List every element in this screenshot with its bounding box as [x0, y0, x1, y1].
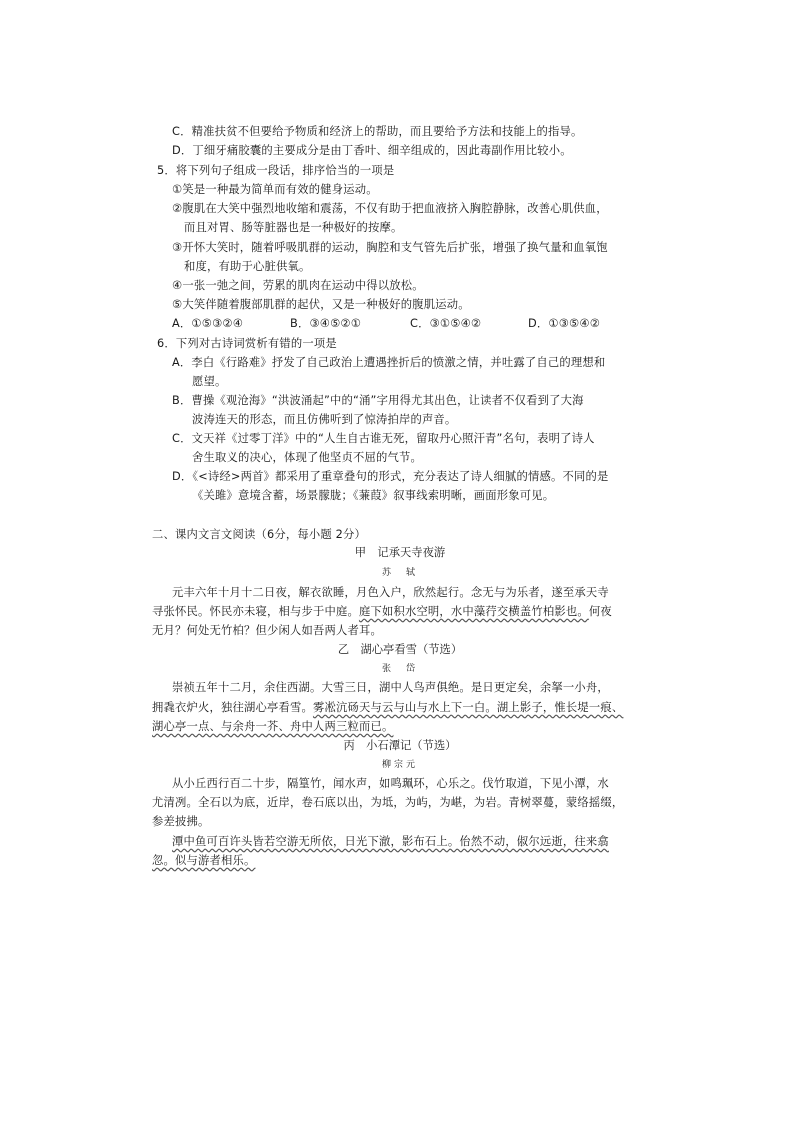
- text-bing-line-4: [172, 834, 609, 850]
- text-yi-author: 张 岱: [381, 664, 418, 674]
- q6-option-a: A．李白《行路难》抒发了自己政治上遭遇挫折后的愤激之情，并吐露了自己的理想和: [172, 356, 606, 369]
- q6-option-b: B．曹操《观沧海》“洪波涌起”中的“涌”字用得尤其出色，让读者不仅看到了大海: [172, 394, 584, 407]
- q6-option-a-cont: 愿望。: [192, 375, 227, 388]
- q5-sentence-2: ②腹肌在大笑中强烈地收缩和震荡，不仅有助于把血液挤入胸腔静脉，改善心肌供血，: [172, 202, 608, 215]
- text-bing-author: 柳宗元: [381, 760, 418, 770]
- text-jia-line-1: 元丰六年十月十二日夜，解衣欲睡，月色入户，欣然起行。念无与为乐者，遂至承天寺: [172, 586, 609, 599]
- q4-option-d: D．丁细牙痛胶囊的主要成分是由丁香叶、细辛组成的，因此毒副作用比较小。: [172, 144, 572, 157]
- q6-option-c-cont: 舍生取义的决心，体现了他坚贞不屈的气节。: [192, 451, 422, 464]
- text-bing-line-2: 尤清冽。全石以为底，近岸，卷石底以出，为坻，为屿，为嵁，为岩。青树翠蔓，蒙络摇缀，: [152, 796, 624, 809]
- q5-sentence-1: ①笑是一种最为简单而有效的健身运动。: [172, 183, 378, 196]
- q4-option-c: C．精准扶贫不但要给予物质和经济上的帮助，而且要给予方法和技能上的指导。: [172, 125, 583, 138]
- text-bing-underlined-2: 忽。似与游者相乐。: [152, 854, 256, 867]
- text-bing-line-5: [152, 853, 255, 869]
- text-jia-title: 甲 记承天寺夜游: [354, 546, 446, 559]
- text-bing-line-1: 从小丘西行百二十步，隔篁竹，闻水声，如鸣珮环，心乐之。伐竹取道，下见小潭，水: [172, 777, 609, 790]
- q6-option-b-cont: 波涛连天的形态，而且仿佛听到了惊涛拍岸的声音。: [192, 413, 457, 426]
- text-yi-line-2: [152, 700, 623, 716]
- q5-sentence-3-cont: 和度，有助于心脏供氧。: [184, 260, 311, 273]
- text-jia-author: 苏 轼: [381, 568, 418, 578]
- q6-stem: 6．下列对古诗词赏析有错的一项是: [157, 337, 337, 350]
- section-2-heading: 二、课内文言文阅读（6分，每小题 2分）: [152, 528, 367, 541]
- text-bing-underlined: 潭中鱼可百许头皆若空游无所依，日光下澈，影布石上。佁然不动，俶尔远逝，往来翕: [172, 835, 609, 848]
- text-jia-line-2a: 寻张怀民。怀民亦未寝，相与步于中庭。: [152, 605, 359, 618]
- q5-sentence-2-cont: 而且对胃、肠等脏器也是一种极好的按摩。: [184, 221, 403, 234]
- text-yi-line-1: 崇祯五年十二月，余住西湖。大雪三日，湖中人鸟声俱绝。是日更定矣，余拏一小舟，: [172, 681, 609, 694]
- q5-option-b: B．③④⑤②①: [290, 317, 362, 330]
- q5-sentence-5: ⑤大笑伴随着腹部肌群的起伏，又是一种极好的腹肌运动。: [172, 298, 470, 311]
- text-yi-line-3: [152, 719, 393, 735]
- text-jia-line-2: [152, 604, 612, 620]
- q5-option-a: A．①⑤③②④: [172, 317, 244, 330]
- text-yi-title: 乙 湖心亭看雪（节选）: [337, 643, 463, 656]
- text-jia-underlined: 庭下如积水空明，水中藻荇交横盖竹柏影也。: [358, 605, 589, 618]
- q6-option-c: C．文天祥《过零丁洋》中的“人生自古谁无死，留取丹心照汗青”名句，表明了诗人: [172, 432, 595, 445]
- q5-sentence-4: ④一张一弛之间，劳累的肌肉在运动中得以放松。: [172, 279, 424, 292]
- text-yi-line-2a: 拥毳衣炉火，独往湖心亭看雪。: [152, 701, 313, 714]
- q5-stem: 5．将下列句子组成一段话，排序恰当的一项是: [157, 164, 395, 177]
- q5-option-d: D．①③⑤④②: [528, 317, 601, 330]
- text-yi-underlined-2: 湖心亭一点、与余舟一芥、舟中人两三粒而已。: [152, 720, 394, 733]
- text-bing-line-3: 参差披拂。: [152, 815, 210, 828]
- q6-option-d-cont: 《关雎》意境含蓄，场景朦胧；《蒹葭》叙事线索明晰，画面形象可见。: [192, 489, 555, 502]
- q5-option-c: C．③①⑤④②: [410, 317, 482, 330]
- q6-option-d: D．《<诗经>两首》都采用了重章叠句的形式，充分表达了诗人细腻的情感。不同的是: [172, 470, 609, 483]
- text-jia-line-2c: 何夜: [588, 605, 612, 618]
- text-bing-title: 丙 小石潭记（节选）: [343, 739, 457, 752]
- text-yi-underlined: 雾凇沆砀天与云与山与水上下一白。湖上影子，惟长堤一痕、: [312, 701, 624, 714]
- q5-sentence-3: ③开怀大笑时，随着呼吸肌群的运动，胸腔和支气管先后扩张，增强了换气量和血氧饱: [172, 241, 608, 254]
- text-jia-line-3: 无月？何处无竹柏？但少闲人如吾两人者耳。: [152, 624, 382, 637]
